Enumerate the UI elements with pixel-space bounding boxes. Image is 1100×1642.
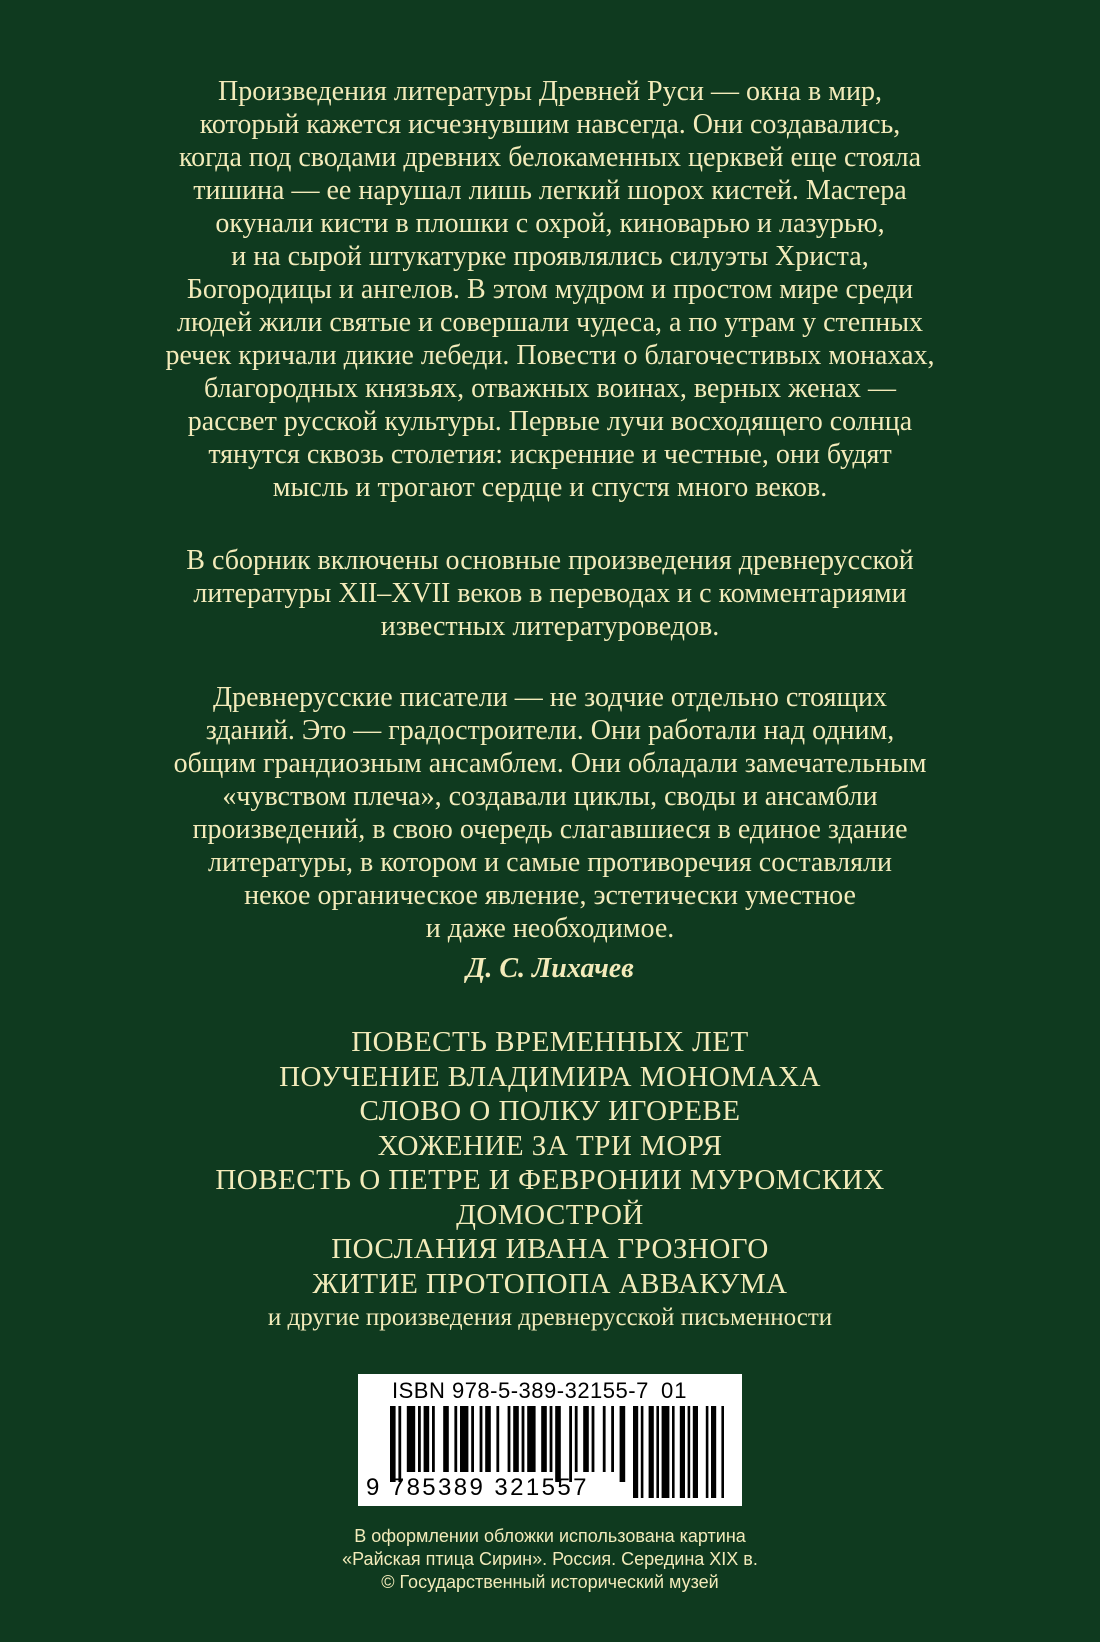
contents-title: СЛОВО О ПОЛКУ ИГОРЕВЕ — [359, 1095, 741, 1127]
isbn-label: ISBN 978-5-389-32155-7 — [392, 1378, 649, 1403]
intro-line: людей жили святые и совершали чудеса, а по утрам у степных — [176, 307, 924, 338]
barcode-bar — [407, 1406, 415, 1472]
barcode-bar — [480, 1406, 483, 1472]
contents-title: ДОМОСТРОЙ — [456, 1198, 644, 1231]
collection-line: В сборник включены основные произведения древнерусской — [186, 545, 914, 576]
barcode-bar — [513, 1406, 519, 1472]
barcode-addon-bar — [680, 1406, 685, 1498]
barcode-bar — [620, 1406, 626, 1482]
barcode-bar — [460, 1406, 468, 1472]
barcode-addon-bar — [693, 1406, 698, 1498]
isbn-addon-label: 01 — [661, 1378, 688, 1403]
contents-title: ПОУЧЕНИЕ ВЛАДИМИРА МОНОМАХА — [279, 1060, 821, 1093]
contents-other-works: и другие произведения древнерусской письменности — [267, 1304, 833, 1331]
barcode-bar — [527, 1406, 535, 1472]
barcode-bar — [390, 1406, 396, 1482]
contents-title: ПОВЕСТЬ ВРЕМЕННЫХ ЛЕТ — [351, 1026, 749, 1058]
barcode-bar — [575, 1406, 578, 1472]
intro-line: речек кричали дикие лебеди. Повести о благочестивых монахах, — [165, 340, 935, 371]
contents-list — [0, 1025, 1100, 1335]
contents-title: ХОЖЕНИЕ ЗА ТРИ МОРЯ — [377, 1129, 723, 1162]
barcode-bar — [454, 1406, 457, 1472]
barcode-bar — [418, 1406, 421, 1472]
quote-author: Д. С. Лихачев — [466, 953, 634, 984]
barcode-bar — [583, 1406, 589, 1472]
barcode-bar — [424, 1406, 430, 1472]
barcode-addon-bar — [688, 1406, 691, 1498]
intro-line: тишина — ее нарушал лишь легкий шорох кистей. Мастера — [193, 175, 907, 206]
intro-line: тянутся сквозь столетия: искренние и честные, они будят — [208, 439, 892, 470]
credits-line: © Государственный исторический музей — [381, 1572, 719, 1592]
barcode-bar — [496, 1406, 499, 1472]
quote-line: общим грандиозным ансамблем. Они обладали замечательным — [173, 748, 927, 779]
credits-line: В оформлении обложки использована картина — [354, 1526, 746, 1546]
quote-line: некое органическое явление, эстетически уместное — [244, 880, 856, 911]
barcode-addon-bar — [662, 1406, 670, 1498]
intro-line: мысль и трогают сердце и спустя много веков. — [272, 472, 828, 503]
quote-paragraph — [0, 681, 1100, 945]
intro-paragraph — [0, 75, 1100, 504]
barcode-addon-bar — [641, 1406, 644, 1498]
barcode-addon-bar — [721, 1406, 724, 1498]
quote-line: и даже необходимое. — [425, 913, 675, 944]
contents-title: ПОСЛАНИЯ ИВАНА ГРОЗНОГО — [331, 1233, 769, 1265]
barcode-bar — [508, 1406, 511, 1472]
barcode-bar — [398, 1406, 401, 1482]
barcode-bar — [541, 1406, 547, 1472]
collection-line: известных литературоведов. — [380, 611, 720, 642]
intro-line: Богородицы и ангелов. В этом мудром и простом мире среди — [186, 274, 914, 305]
barcode-bar — [443, 1406, 449, 1472]
intro-line: когда под сводами древних белокаменных церквей еще стояла — [178, 142, 921, 173]
quote-line: «чувством плеча», создавали циклы, своды и ансамбли — [222, 781, 878, 812]
intro-line: благородных князьях, отважных воинах, верных женах — — [204, 373, 896, 404]
barcode-digits: 9 785389 321557 — [366, 1474, 589, 1501]
barcode-addon-bar — [633, 1406, 638, 1498]
barcode-bar — [550, 1406, 553, 1472]
barcode-addon-bar — [656, 1406, 659, 1498]
barcode-bar — [522, 1406, 525, 1472]
barcode-bar — [485, 1406, 491, 1472]
intro-line: рассвет русской культуры. Первые лучи восходящего солнца — [187, 406, 913, 437]
collection-paragraph — [0, 544, 1100, 643]
barcode-addon-bar — [649, 1406, 654, 1498]
intro-line: Произведения литературы Древней Руси — окна в мир, — [218, 76, 882, 107]
barcode-addon-bar — [706, 1406, 709, 1498]
barcode-bar — [432, 1406, 435, 1472]
barcode-addon-bar — [672, 1406, 675, 1498]
barcode-bar — [569, 1406, 572, 1482]
quote-line: литературы, в котором и самые противоречия составляли — [208, 847, 892, 878]
intro-line: окунали кисти в плошки с охрой, киноварью и лазурью, — [215, 208, 885, 239]
barcode-addon-bar — [711, 1406, 716, 1498]
collection-line: литературы XII–XVII веков в переводах и с комментариями — [193, 578, 907, 609]
credits-line: «Райская птица Сирин». Россия. Середина XIX в. — [342, 1549, 758, 1569]
quote-line: Древнерусские писатели — не зодчие отдельно стоящих — [212, 682, 888, 713]
isbn-barcode — [358, 1374, 742, 1506]
barcode-bar — [592, 1406, 595, 1472]
barcode-bar — [471, 1406, 474, 1472]
barcode-bar — [555, 1406, 561, 1482]
quote-line: произведений, в свою очередь слагавшиеся в единое здание — [192, 814, 908, 845]
barcode-bar — [611, 1406, 614, 1472]
barcode-bar — [603, 1406, 606, 1472]
contents-title: ПОВЕСТЬ О ПЕТРЕ И ФЕВРОНИИ МУРОМСКИХ — [215, 1164, 885, 1196]
cover-credits — [0, 1525, 1100, 1594]
contents-title: ЖИТИЕ ПРОТОПОПА АВВАКУМА — [312, 1267, 788, 1300]
quote-line: зданий. Это — градостроители. Они работали над одним, — [205, 715, 895, 746]
intro-line: и на сырой штукатурке проявлялись силуэты Христа, — [231, 241, 869, 272]
intro-line: который кажется исчезнувшим навсегда. Они создавались, — [199, 109, 901, 140]
